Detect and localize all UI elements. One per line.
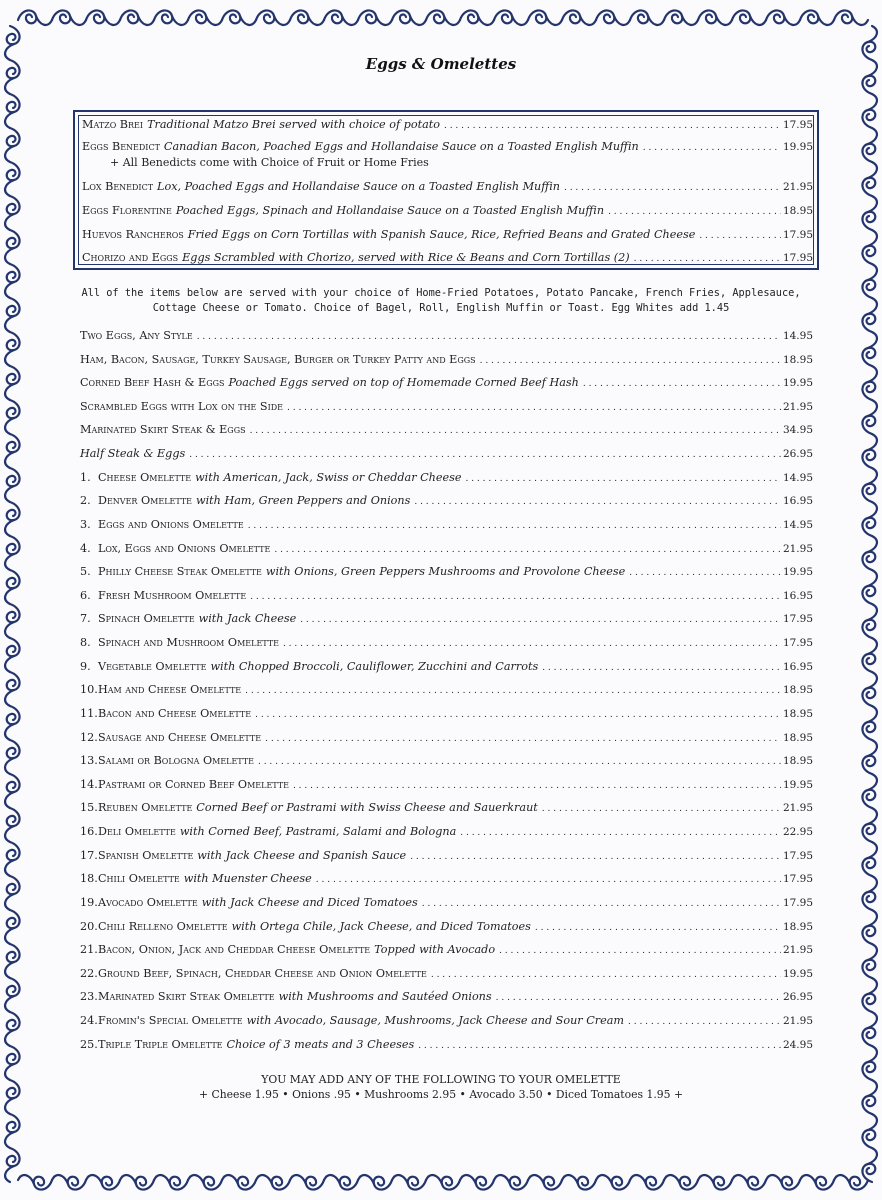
item-price: 17.95	[782, 229, 813, 241]
item-name: Eggs Benedict	[82, 140, 160, 153]
dot-leader	[189, 447, 781, 460]
item-number: 13.	[80, 754, 98, 767]
item-price: 22.95	[782, 826, 813, 838]
item-price: 21.95	[782, 802, 813, 814]
item-description: with Corned Beef, Pastrami, Salami and Bologna	[179, 825, 457, 838]
menu-item-row	[80, 943, 813, 956]
menu-item-row	[82, 228, 813, 241]
menu-item-row	[80, 849, 813, 862]
item-name: Pastrami or Corned Beef Omelette	[98, 778, 289, 791]
item-name: Philly Cheese Steak Omelette	[98, 565, 262, 578]
dot-leader	[431, 967, 781, 980]
item-price: 18.95	[782, 732, 813, 744]
menu-item-row	[80, 447, 813, 460]
item-number: 4.	[80, 542, 91, 555]
addon-list: + Cheese 1.95 • Onions .95 • Mushrooms 2.95 • Avocado 3.50 • Diced Tomatoes 1.95 +	[198, 1088, 684, 1101]
item-price: 19.95	[782, 377, 813, 389]
dot-leader	[300, 612, 781, 625]
dot-leader	[465, 471, 780, 484]
dot-leader	[255, 707, 781, 720]
item-price: 24.95	[782, 1039, 813, 1051]
menu-item-row	[82, 180, 813, 193]
item-number: 23.	[80, 990, 98, 1003]
dot-leader	[274, 542, 781, 555]
item-number: 24.	[80, 1014, 98, 1027]
item-price: 21.95	[782, 543, 813, 555]
item-number: 1.	[80, 471, 91, 484]
dot-leader	[583, 376, 781, 389]
item-price: 17.95	[782, 252, 813, 264]
menu-item-row	[80, 1014, 813, 1027]
menu-item-row	[80, 754, 813, 767]
item-name: Bacon, Onion, Jack and Cheddar Cheese Omelette	[98, 943, 371, 956]
item-number: 9.	[80, 660, 91, 673]
item-price: 34.95	[782, 424, 813, 436]
dot-leader	[265, 731, 781, 744]
dot-leader	[542, 660, 781, 673]
dot-leader	[608, 204, 781, 217]
item-price: 17.95	[782, 850, 813, 862]
item-description: Canadian Bacon, Poached Eggs and Hollandaise Sauce on a Toasted English Muffin	[163, 140, 639, 153]
item-description: Topped with Avocado	[374, 943, 496, 956]
item-description: Choice of 3 meats and 3 Cheeses	[226, 1038, 415, 1051]
item-description: with Jack Cheese and Diced Tomatoes	[201, 896, 418, 909]
item-price: 14.95	[782, 519, 813, 531]
item-name: Sausage and Cheese Omelette	[98, 731, 262, 744]
item-name: Huevos Rancheros	[82, 228, 184, 241]
dot-leader	[444, 118, 781, 131]
item-price: 18.95	[782, 708, 813, 720]
item-name: Corned Beef Hash & Eggs	[80, 376, 225, 389]
menu-item-row	[80, 329, 813, 342]
item-number: 10.	[80, 683, 98, 696]
item-description: Corned Beef or Pastrami with Swiss Cheese and Sauerkraut	[196, 801, 538, 814]
item-name: Chili Omelette	[98, 872, 180, 885]
item-number: 12.	[80, 731, 98, 744]
menu-item-row	[80, 778, 813, 791]
item-price: 18.95	[782, 684, 813, 696]
item-price: 26.95	[782, 448, 813, 460]
item-price: 16.95	[782, 495, 813, 507]
item-name: Bacon and Cheese Omelette	[98, 707, 252, 720]
item-price: 18.95	[782, 354, 813, 366]
dot-leader	[460, 825, 781, 838]
menu-item-row	[80, 400, 813, 413]
menu-item-row	[80, 731, 813, 744]
item-description: with Ham, Green Peppers and Onions	[196, 494, 411, 507]
item-price: 19.95	[782, 141, 813, 153]
item-number: 5.	[80, 565, 91, 578]
addon-heading: YOU MAY ADD ANY OF THE FOLLOWING TO YOUR OMELETTE	[261, 1073, 621, 1086]
item-description: Poached Eggs, Spinach and Hollandaise Sauce on a Toasted English Muffin	[175, 204, 605, 217]
menu-item-row	[80, 896, 813, 909]
item-name: Reuben Omelette	[98, 801, 193, 814]
item-number: 8.	[80, 636, 91, 649]
item-price: 17.95	[782, 119, 813, 131]
menu-item-row	[80, 683, 813, 696]
dot-leader	[535, 920, 781, 933]
item-number: 16.	[80, 825, 98, 838]
item-name: Avocado Omelette	[98, 896, 198, 909]
item-name: Spinach and Mushroom Omelette	[98, 636, 279, 649]
menu-item-row	[80, 353, 813, 366]
menu-item-row	[80, 1038, 813, 1051]
menu-item-row	[80, 707, 813, 720]
item-price: 17.95	[782, 613, 813, 625]
item-number: 15.	[80, 801, 98, 814]
dot-leader	[197, 329, 781, 342]
item-description: with Muenster Cheese	[183, 872, 312, 885]
item-name: Chili Relleno Omelette	[98, 920, 228, 933]
menu-item-row	[80, 612, 813, 625]
item-name: Marinated Skirt Steak Omelette	[98, 990, 275, 1003]
item-number: 11.	[80, 707, 98, 720]
menu-item-row	[80, 589, 813, 602]
item-number: 17.	[80, 849, 98, 862]
menu-item-row	[80, 494, 813, 507]
item-price: 21.95	[782, 1015, 813, 1027]
item-number: 18.	[80, 872, 98, 885]
item-name: Eggs Florentine	[82, 204, 172, 217]
dot-leader	[422, 896, 781, 909]
item-price: 18.95	[782, 205, 813, 217]
item-price: 17.95	[782, 873, 813, 885]
dot-leader	[542, 801, 781, 814]
item-number: 14.	[80, 778, 98, 791]
item-price: 19.95	[782, 566, 813, 578]
item-description: with American, Jack, Swiss or Cheddar Cheese	[195, 471, 462, 484]
menu-item-row	[80, 471, 813, 484]
menu-item-row	[80, 636, 813, 649]
item-price: 14.95	[782, 330, 813, 342]
item-price: 17.95	[782, 897, 813, 909]
item-name: Denver Omelette	[98, 494, 193, 507]
dot-leader	[248, 518, 781, 531]
item-description: Poached Eggs served on top of Homemade Corned Beef Hash	[228, 376, 579, 389]
dot-leader	[643, 140, 781, 153]
item-description: Half Steak & Eggs	[80, 447, 186, 460]
menu-item-row	[82, 118, 813, 131]
item-number: 7.	[80, 612, 91, 625]
item-price: 21.95	[782, 944, 813, 956]
dot-leader	[245, 683, 781, 696]
menu-item-row	[80, 825, 813, 838]
menu-item-row	[80, 423, 813, 436]
item-description: Traditional Matzo Brei served with choice of potato	[147, 118, 440, 131]
item-number: 22.	[80, 967, 98, 980]
item-name: Chorizo and Eggs	[82, 251, 179, 264]
dot-leader	[418, 1038, 781, 1051]
item-name: Eggs and Onions Omelette	[98, 518, 244, 531]
dot-leader	[634, 251, 781, 264]
item-price: 17.95	[782, 637, 813, 649]
item-number: 21.	[80, 943, 98, 956]
dot-leader	[410, 849, 781, 862]
item-name: Cheese Omelette	[98, 471, 192, 484]
item-name: Fromin's Special Omelette	[98, 1014, 243, 1027]
item-price: 18.95	[782, 755, 813, 767]
dot-leader	[293, 778, 781, 791]
item-description: with Avocado, Sausage, Mushrooms, Jack Cheese and Sour Cream	[246, 1014, 624, 1027]
menu-item-row	[82, 204, 813, 217]
item-number: 20.	[80, 920, 98, 933]
menu-item-row	[82, 251, 813, 264]
menu-item-row	[80, 376, 813, 389]
item-name: Deli Omelette	[98, 825, 176, 838]
item-name: Ham, Bacon, Sausage, Turkey Sausage, Burger or Turkey Patty and Eggs	[80, 353, 476, 366]
item-name: Vegetable Omelette	[98, 660, 207, 673]
item-price: 16.95	[782, 661, 813, 673]
item-name: Triple Triple Omelette	[98, 1038, 223, 1051]
item-price: 14.95	[782, 472, 813, 484]
dot-leader	[699, 228, 781, 241]
item-description: with Chopped Broccoli, Cauliflower, Zucchini and Carrots	[210, 660, 539, 673]
dot-leader	[564, 180, 781, 193]
dot-leader	[499, 943, 781, 956]
item-number: 2.	[80, 494, 91, 507]
item-number: 25.	[80, 1038, 98, 1051]
item-price: 16.95	[782, 590, 813, 602]
item-description: Eggs Scrambled with Chorizo, served with Rice & Beans and Corn Tortillas (2)	[182, 251, 630, 264]
item-name: Two Eggs, Any Style	[80, 329, 193, 342]
item-description: with Mushrooms and Sautéed Onions	[278, 990, 492, 1003]
dot-leader	[629, 565, 781, 578]
item-description: Fried Eggs on Corn Tortillas with Spanish Sauce, Rice, Refried Beans and Grated Cheese	[187, 228, 696, 241]
dot-leader	[496, 990, 781, 1003]
item-name: Fresh Mushroom Omelette	[98, 589, 247, 602]
item-number: 3.	[80, 518, 91, 531]
menu-item-row	[80, 920, 813, 933]
item-name: Marinated Skirt Steak & Eggs	[80, 423, 246, 436]
dot-leader	[258, 754, 781, 767]
menu-item-row	[80, 542, 813, 555]
item-number: 6.	[80, 589, 91, 602]
section-title: Eggs & Omelettes	[365, 55, 517, 73]
item-name: Spanish Omelette	[98, 849, 194, 862]
item-name: Lox, Eggs and Onions Omelette	[98, 542, 271, 555]
item-name: Salami or Bologna Omelette	[98, 754, 254, 767]
item-price: 19.95	[782, 968, 813, 980]
item-description: Lox, Poached Eggs and Hollandaise Sauce on a Toasted English Muffin	[157, 180, 560, 193]
dot-leader	[628, 1014, 781, 1027]
item-price: 19.95	[782, 779, 813, 791]
dot-leader	[250, 423, 781, 436]
item-price: 18.95	[782, 921, 813, 933]
menu-item-row	[80, 801, 813, 814]
item-description: with Jack Cheese and Spanish Sauce	[197, 849, 407, 862]
item-price: 26.95	[782, 991, 813, 1003]
menu-item-row	[80, 565, 813, 578]
dot-leader	[287, 400, 781, 413]
dot-leader	[414, 494, 781, 507]
item-price: 21.95	[782, 401, 813, 413]
menu-item-row	[80, 990, 813, 1003]
item-name: Spinach Omelette	[98, 612, 195, 625]
dot-leader	[283, 636, 781, 649]
menu-item-row	[80, 872, 813, 885]
item-name: Lox Benedict	[82, 180, 154, 193]
item-price: 21.95	[782, 181, 813, 193]
item-description: with Ortega Chile, Jack Cheese, and Diced Tomatoes	[231, 920, 531, 933]
item-name: Ground Beef, Spinach, Cheddar Cheese and Onion Omelette	[98, 967, 427, 980]
menu-item-row	[80, 518, 813, 531]
dot-leader	[480, 353, 781, 366]
item-name: Ham and Cheese Omelette	[98, 683, 242, 696]
item-description: with Onions, Green Peppers Mushrooms and Provolone Cheese	[265, 565, 626, 578]
item-number: 19.	[80, 896, 98, 909]
item-name: Matzo Brei	[82, 118, 144, 131]
menu-item-row	[82, 140, 813, 153]
menu-item-row	[80, 660, 813, 673]
sides-intro-text: All of the items below are served with your choice of Home-Fried Potatoes, Potato Pancake, French Fries, Applesauce, Cottage Cheese or Tomato. Choice of Bagel, Roll, English Muffin or Toast. Egg Whites add 1.45	[81, 287, 801, 314]
item-name: Scrambled Eggs with Lox on the Side	[80, 400, 284, 413]
menu-item-row	[80, 967, 813, 980]
item-description: with Jack Cheese	[198, 612, 297, 625]
dot-leader	[250, 589, 781, 602]
dot-leader	[316, 872, 781, 885]
benedict-note: + All Benedicts come with Choice of Fruit or Home Fries	[110, 156, 429, 169]
